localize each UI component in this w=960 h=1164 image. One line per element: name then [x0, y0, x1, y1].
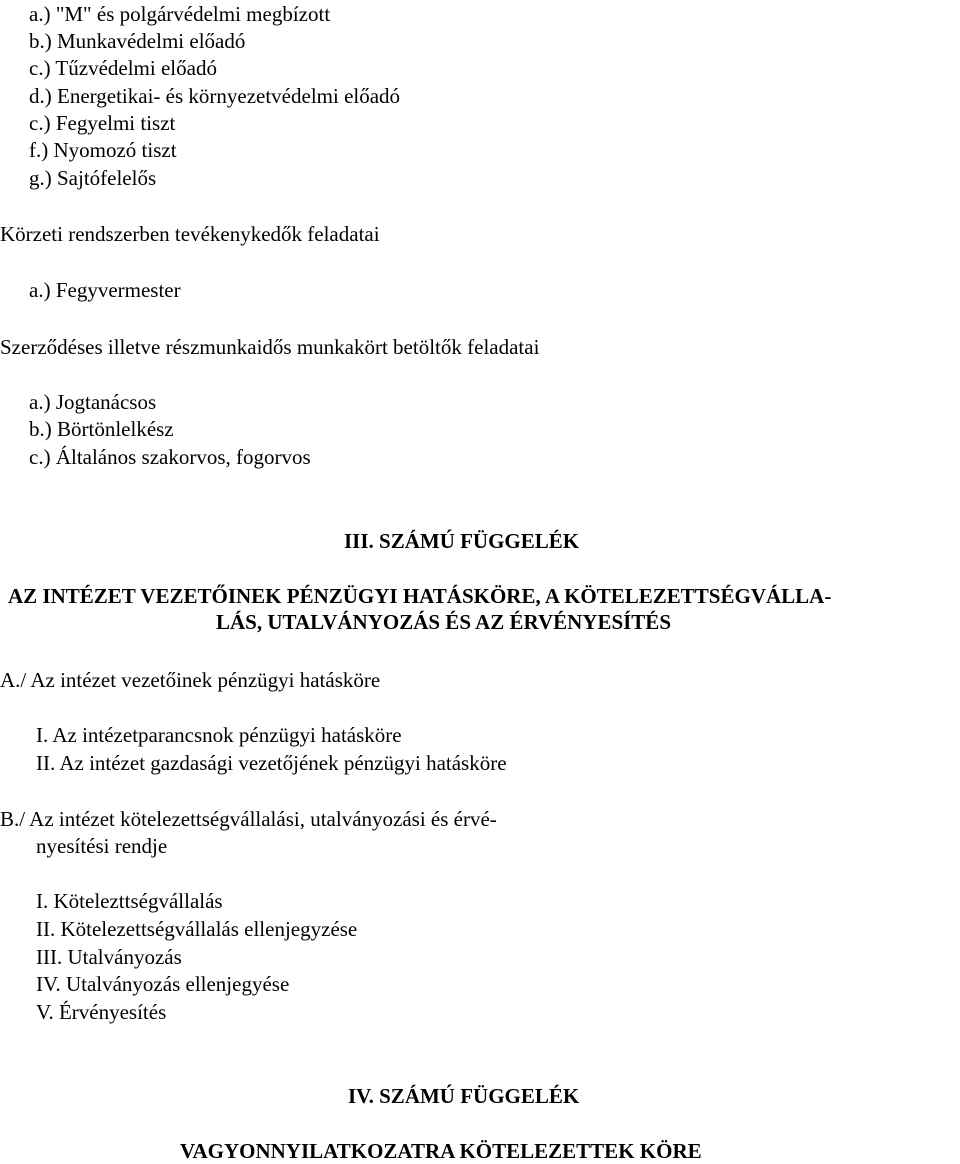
part-b-heading-continuation: nyesítési rendje: [36, 834, 168, 858]
appendix-number: IV. SZÁMÚ FÜGGELÉK: [348, 1084, 580, 1108]
list-item: c.) Tűzvédelmi előadó: [29, 56, 217, 80]
list-item: II. Kötelezettségvállalás ellenjegyzése: [36, 917, 358, 941]
list-item: III. Utalványozás: [36, 945, 182, 969]
list-item: II. Az intézet gazdasági vezetőjének pénzügyi hatásköre: [36, 751, 507, 775]
appendix-title-line: LÁS, UTALVÁNYOZÁS ÉS AZ ÉRVÉNYESÍTÉS: [216, 610, 671, 634]
list-item: g.) Sajtófelelős: [29, 166, 157, 190]
list-item: b.) Munkavédelmi előadó: [29, 29, 246, 53]
list-item: d.) Energetikai- és környezetvédelmi előadó: [29, 84, 401, 108]
list-item: f.) Nyomozó tiszt: [29, 138, 177, 162]
list-item: I. Kötelezttségvállalás: [36, 889, 223, 913]
list-item: b.) Börtönlelkész: [29, 417, 174, 441]
list-item: a.) Fegyvermester: [29, 278, 181, 302]
list-item: IV. Utalványozás ellenjegyése: [36, 972, 290, 996]
list-item: c.) Fegyelmi tiszt: [29, 111, 176, 135]
appendix-title: VAGYONNYILATKOZATRA KÖTELEZETTEK KÖRE: [180, 1139, 702, 1163]
list-item: a.) "M" és polgárvédelmi megbízott: [29, 2, 331, 26]
part-a-heading: A./ Az intézet vezetőinek pénzügyi hatásköre: [0, 668, 381, 692]
part-b-heading: B./ Az intézet kötelezettségvállalási, utalványozási és érvé-: [0, 807, 497, 831]
appendix-number: III. SZÁMÚ FÜGGELÉK: [344, 529, 580, 553]
appendix-title-line: AZ INTÉZET VEZETŐINEK PÉNZÜGYI HATÁSKÖRE, A KÖTELEZETTSÉGVÁLLA-: [8, 584, 832, 608]
list-item: V. Érvényesítés: [36, 1000, 167, 1024]
list-item: c.) Általános szakorvos, fogorvos: [29, 445, 311, 469]
list-item: a.) Jogtanácsos: [29, 390, 157, 414]
section-heading: Körzeti rendszerben tevékenykedők feladatai: [0, 222, 380, 246]
list-item: I. Az intézetparancsnok pénzügyi hatásköre: [36, 723, 402, 747]
section-heading: Szerződéses illetve részmunkaidős munkakört betöltők feladatai: [0, 335, 540, 359]
